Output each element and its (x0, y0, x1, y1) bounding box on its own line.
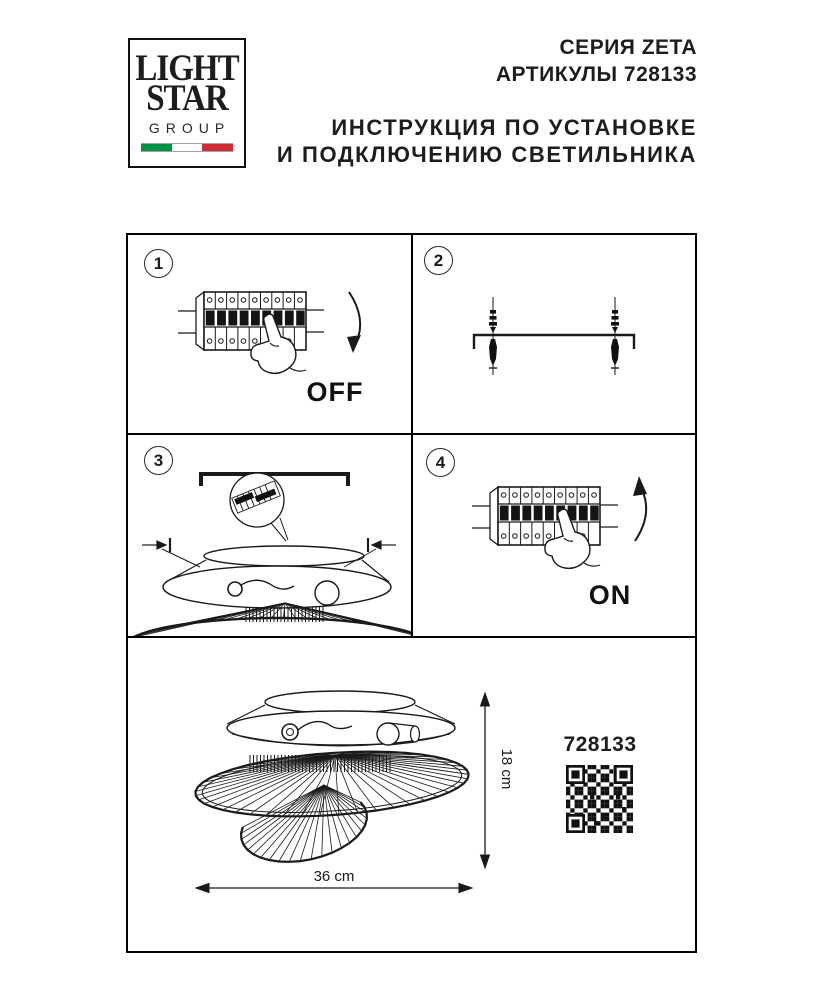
series-line: СЕРИЯ ZETA (559, 36, 697, 59)
step-3-number: 3 (144, 446, 173, 475)
product-panel (128, 638, 695, 951)
step-1-panel (128, 235, 413, 435)
lightstar-logo (128, 38, 246, 168)
article-number: 728133 (563, 733, 637, 756)
height-dimension-label: 18 cm (498, 748, 515, 790)
step-3-panel (128, 435, 413, 638)
bracket-drawing (413, 235, 693, 433)
step-1-number: 1 (144, 249, 173, 278)
logo-word-group: GROUP (148, 120, 231, 136)
qr-code (566, 765, 633, 833)
logo-word-star: STAR (146, 78, 228, 120)
italian-flag-icon (141, 143, 233, 152)
on-label: ON (588, 580, 632, 610)
title-line-1: ИНСТРУКЦИЯ ПО УСТАНОВКЕ (331, 115, 697, 140)
width-dimension-label: 36 cm (313, 868, 355, 885)
off-label: OFF (306, 377, 364, 407)
header-text (277, 34, 697, 168)
step-2-panel (413, 235, 695, 435)
lamp-dimension-drawing (128, 638, 695, 949)
articles-line: АРТИКУЛЫ 728133 (495, 63, 697, 86)
step-2-number: 2 (424, 246, 453, 275)
breaker-on-drawing (413, 435, 693, 636)
logo-word-light: LIGHT (135, 48, 239, 90)
step-4-number: 4 (426, 448, 455, 477)
step-4-panel (413, 435, 695, 638)
title-line-2: И ПОДКЛЮЧЕНИЮ СВЕТИЛЬНИКА (276, 142, 697, 167)
instruction-grid (126, 233, 697, 953)
